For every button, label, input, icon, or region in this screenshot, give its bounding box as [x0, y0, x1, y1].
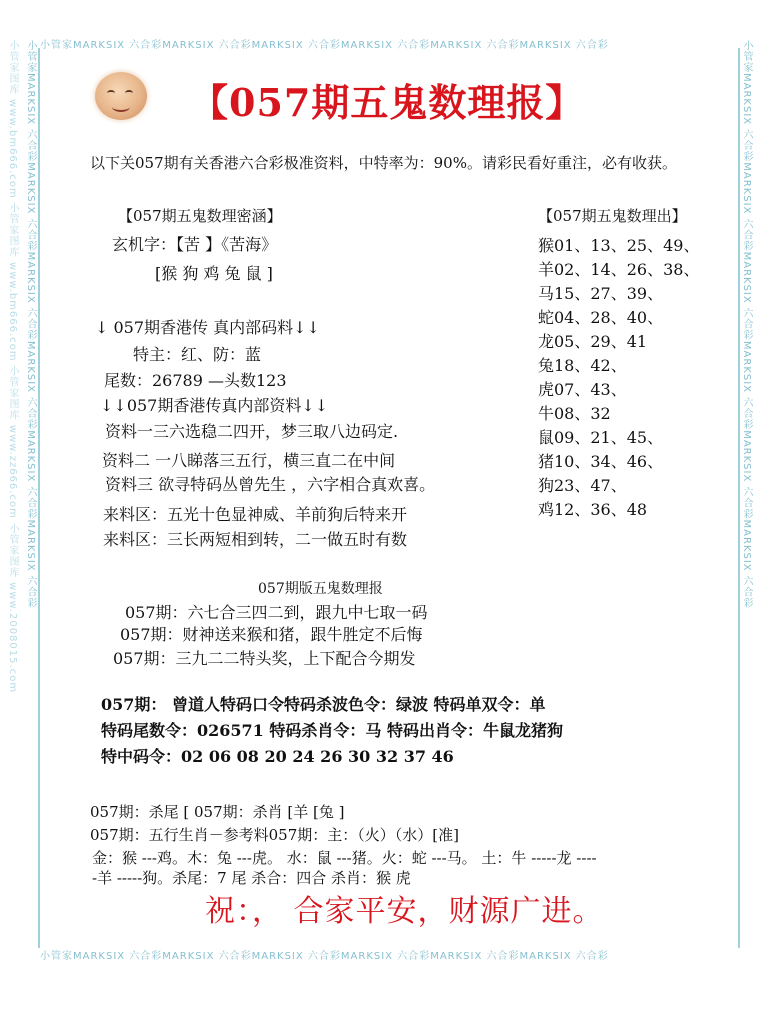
list-item: 鼠09、21、45、 — [538, 428, 664, 447]
middle-header: 057期版五鬼数理报 — [258, 581, 383, 597]
wuxing-detail-line: 金：猴 ---鸡。木：兔 ---虎。 水：鼠 ---猪。火：蛇 ---马。 土：牛 -----龙 ---- — [92, 849, 597, 867]
blessing-text: 祝：， 合家平安，财源广进。 — [205, 894, 604, 929]
page-title: 【057期五鬼数理报】 — [190, 80, 585, 125]
list-item: 马15、27、39、 — [538, 284, 664, 303]
shuli-list-header: 【057期五鬼数理出】 — [538, 207, 687, 225]
zengdaoren-line: 057期： 曾道人特码口令特码杀波色令：绿波 特码单双令：单 — [101, 695, 546, 714]
watermark-side-url: 小管家图库 www.bm666.com 小管家图库 www.bm666.com 小管家图库 www.zz666.com 小管家图库 www.2008015.com — [7, 40, 18, 694]
ziliao-3: 资料三 欲寻特码丛曾先生 ，六字相合真欢喜。 — [105, 475, 436, 494]
list-item: 兔18、42、 — [538, 356, 627, 375]
weishu-line: 尾数：26789 —头数123 — [104, 371, 287, 390]
section-mihan-header: 【057期五鬼数理密涵】 — [118, 207, 282, 225]
list-item: 虎07、43、 — [538, 380, 627, 399]
watermark-left: 小管家MARKSIX 六合彩MARKSIX 六合彩MARKSIX 六合彩MARKSIX 六合彩MARKSIX 六合彩MARKSIX 六合彩 — [25, 40, 36, 609]
wuxing-line: 057期：五行生肖－参考料057期：主：（火）（水）[准] — [90, 826, 459, 844]
watermark-bottom: 小管家MARKSIX 六合彩MARKSIX 六合彩MARKSIX 六合彩MARKSIX 六合彩MARKSIX 六合彩MARKSIX 六合彩 — [40, 951, 609, 961]
middle-line-1: 057期：六七合三四二到，跟九中七取一码 — [125, 603, 428, 622]
list-item: 狗23、47、 — [538, 476, 627, 495]
section-maliao-header: ↓ 057期香港传 真内部码料↓↓ — [95, 318, 320, 337]
shuli-list — [538, 205, 699, 522]
intro-text: 以下关057期有关香港六合彩极准资料，中特率为：90%。请彩民看好重注，必有收获。 — [90, 154, 677, 172]
section-ziliao-header: ↓↓057期香港传真内部资料↓↓ — [100, 396, 329, 415]
left-border — [38, 48, 40, 948]
tezhong-ma-line: 特中码令：02 06 08 20 24 26 30 32 37 46 — [101, 747, 454, 766]
list-item: 牛08、32 — [538, 404, 611, 423]
lailiao-2: 来料区：三长两短相到转，二一做五时有数 — [103, 530, 408, 549]
tema-weishu-line: 特码尾数令：026571 特码杀肖令：马 特码出肖令：牛鼠龙猪狗 — [101, 721, 563, 740]
list-item: 猴01、13、25、49、 — [538, 236, 700, 255]
watermark-right: 小管家MARKSIX 六合彩MARKSIX 六合彩MARKSIX 六合彩MARKSIX 六合彩MARKSIX 六合彩MARKSIX 六合彩 — [741, 40, 752, 609]
list-item: 龙05、29、41 — [538, 332, 648, 351]
portrait-icon — [95, 72, 147, 120]
ziliao-2: 资料二 一八睇落三五行，横三直二在中间 — [102, 451, 396, 470]
list-item: 猪10、34、46、 — [538, 452, 664, 471]
animals-line: [猴 狗 鸡 兔 鼠 ] — [155, 264, 273, 283]
middle-line-2: 057期：财神送来猴和猪，跟牛胜定不后悔 — [120, 625, 423, 644]
middle-line-3: 057期：三九二二特头奖，上下配合今期发 — [113, 649, 416, 668]
watermark-top: 小管家MARKSIX 六合彩MARKSIX 六合彩MARKSIX 六合彩MARKSIX 六合彩MARKSIX 六合彩MARKSIX 六合彩 — [40, 40, 609, 50]
lailiao-1: 来料区：五光十色显神威、羊前狗后特来开 — [103, 505, 408, 524]
shawei-line: 057期：杀尾 [ 057期：杀肖 [羊 [兔 ] — [90, 803, 345, 821]
ziliao-1: 资料一三六选稳二四开，梦三取八边码定. — [105, 422, 399, 441]
tezhu-line: 特主：红、防：蓝 — [133, 345, 262, 364]
list-item: 蛇04、28、40、 — [538, 308, 664, 327]
list-item: 鸡12、36、48 — [538, 500, 648, 519]
xuanji-line: 玄机字：【苦 】《苦海》 — [112, 235, 278, 254]
sha-summary-line: -羊 -----狗。杀尾：7 尾 杀合：四合 杀肖：猴 虎 — [92, 869, 411, 887]
list-item: 羊02、14、26、38、 — [538, 260, 700, 279]
